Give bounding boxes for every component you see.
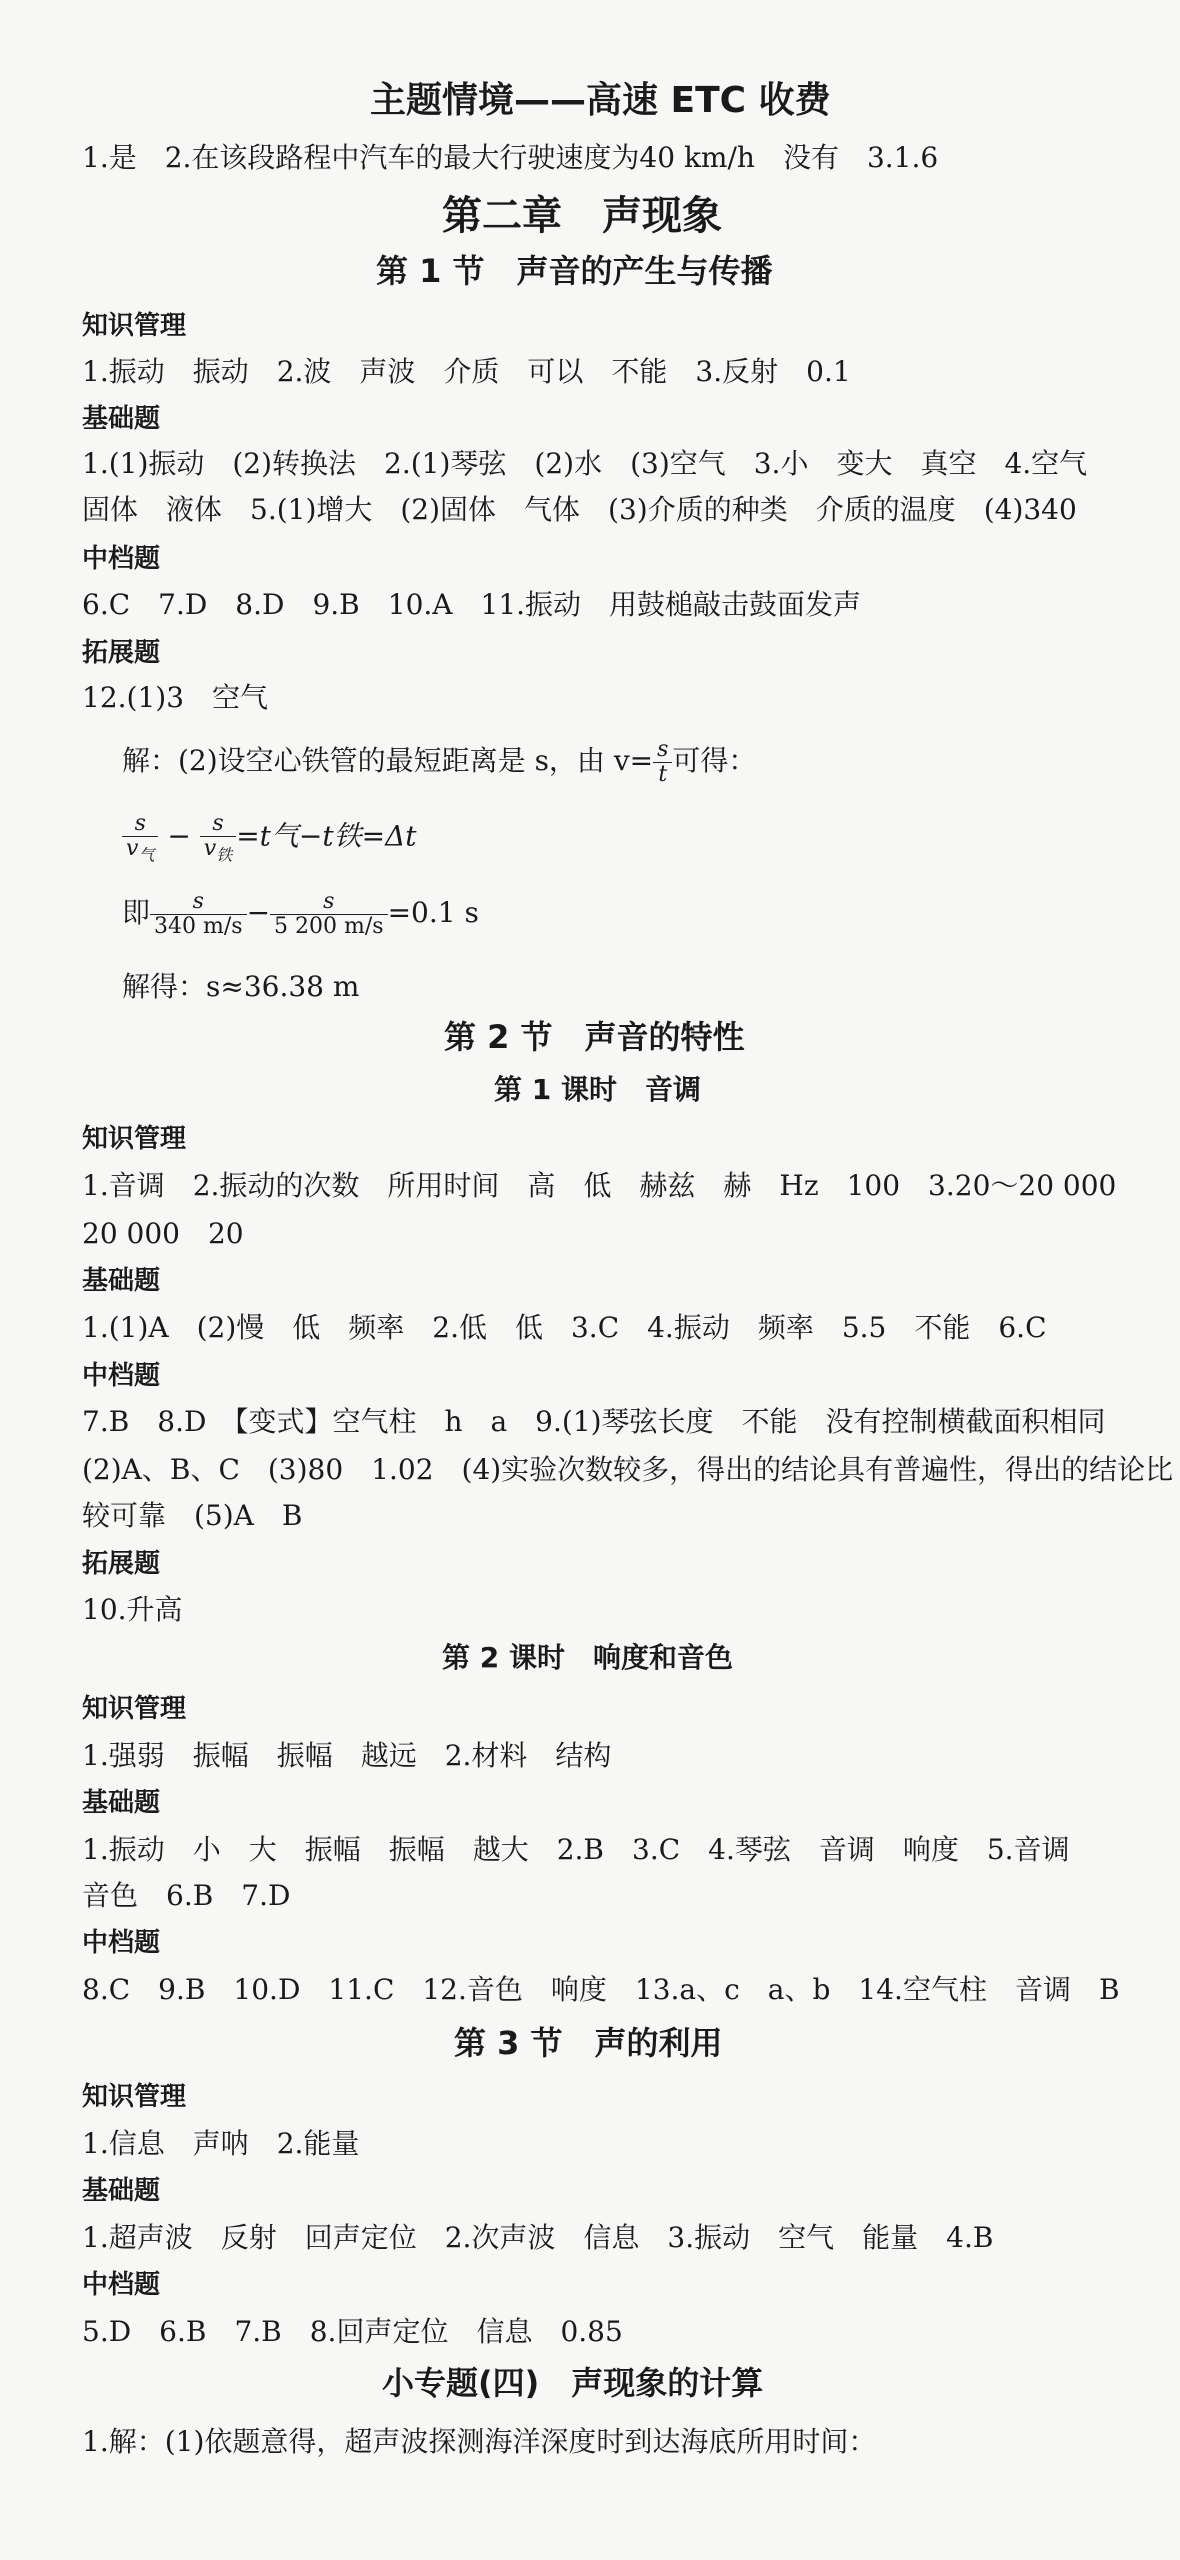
answer-line: 12.(1)3 空气 <box>82 681 269 714</box>
section-label: 基础题 <box>82 2176 161 2206</box>
section-label: 基础题 <box>82 1266 161 1296</box>
answer-line: 1.(1)振动 (2)转换法 2.(1)琴弦 (2)水 (3)空气 3.小 变大 真空 4.空气 <box>82 447 1088 480</box>
answer-line: 1.解：(1)依题意得，超声波探测海洋深度时到达海底所用时间： <box>82 2425 877 2458</box>
equation-line: 即 $\frac{s}{340 m/s}$ − $\frac{s}{5 200 m/s}$ =0.1 s <box>122 889 479 940</box>
section-title: 第 1 节 声音的产生与传播 <box>376 252 773 290</box>
section-label: 知识管理 <box>82 311 187 341</box>
answer-line: 1.强弱 振幅 振幅 越远 2.材料 结构 <box>82 1739 612 1772</box>
fraction: $\frac{s}{v_铁}$ <box>200 812 236 864</box>
section-label: 知识管理 <box>82 1124 187 1154</box>
answer-line: 1.信息 声呐 2.能量 <box>82 2127 360 2160</box>
section-title: 第 3 节 声的利用 <box>454 2024 723 2062</box>
answer-line: 较可靠 (5)A B <box>82 1499 303 1532</box>
solution-line: 解：(2)设空心铁管的最短距离是 s，由 v= $\frac{s}{t}$ 可得： <box>122 737 757 788</box>
answer-line: 20 000 20 <box>82 1217 244 1250</box>
section-label: 知识管理 <box>82 1694 187 1724</box>
answer-line: 1.(1)A (2)慢 低 频率 2.低 低 3.C 4.振动 频率 5.5 不能 6.C <box>82 1311 1047 1344</box>
section-label: 基础题 <box>82 1788 161 1818</box>
answer-line: 5.D 6.B 7.B 8.回声定位 信息 0.85 <box>82 2315 623 2348</box>
answer-line: 1.是 2.在该段路程中汽车的最大行驶速度为40 km/h 没有 3.1.6 <box>82 141 939 174</box>
section-label: 基础题 <box>82 404 161 434</box>
chapter-title: 第二章 声现象 <box>442 193 722 239</box>
answer-line: 10.升高 <box>82 1593 183 1626</box>
special-topic-title: 小专题(四) 声现象的计算 <box>382 2364 764 2402</box>
lesson-title: 第 2 课时 响度和音色 <box>442 1641 733 1674</box>
lesson-title: 第 1 课时 音调 <box>494 1073 701 1106</box>
section-label: 中档题 <box>82 1928 161 1958</box>
section-label: 中档题 <box>82 2270 161 2300</box>
fraction: $\frac{s}{t}$ <box>653 738 672 787</box>
section-label: 拓展题 <box>82 638 161 668</box>
answer-line: 1.音调 2.振动的次数 所用时间 高 低 赫兹 赫 Hz 100 3.20～20 000 <box>82 1169 1117 1202</box>
answer-line: 音色 6.B 7.D <box>82 1879 291 1912</box>
answer-line: 7.B 8.D 【变式】空气柱 h a 9.(1)琴弦长度 不能 没有控制横截面积相同 <box>82 1405 1106 1438</box>
section-label: 拓展题 <box>82 1549 161 1579</box>
fraction: $\frac{s}{5 200 m/s}$ <box>270 890 388 939</box>
answer-line: 6.C 7.D 8.D 9.B 10.A 11.振动 用鼓槌敲击鼓面发声 <box>82 588 862 621</box>
answer-line: 1.振动 小 大 振幅 振幅 越大 2.B 3.C 4.琴弦 音调 响度 5.音调 <box>82 1833 1070 1866</box>
answer-line: (2)A、B、C (3)80 1.02 (4)实验次数较多，得出的结论具有普遍性，得出的结论比 <box>82 1453 1174 1486</box>
section-label: 中档题 <box>82 1361 161 1391</box>
answer-line: 固体 液体 5.(1)增大 (2)固体 气体 (3)介质的种类 介质的温度 (4)340 <box>82 493 1077 526</box>
fraction: $\frac{s}{v_气}$ <box>122 812 158 864</box>
section-label: 中档题 <box>82 544 161 574</box>
answer-line: 1.超声波 反射 回声定位 2.次声波 信息 3.振动 空气 能量 4.B <box>82 2221 994 2254</box>
section-title: 第 2 节 声音的特性 <box>444 1018 745 1056</box>
answer-line: 8.C 9.B 10.D 11.C 12.音色 响度 13.a、c a、b 14.空气柱 音调 B <box>82 1973 1120 2006</box>
answer-line: 1.振动 振动 2.波 声波 介质 可以 不能 3.反射 0.1 <box>82 355 851 388</box>
solution-line: 解得：s≈36.38 m <box>122 970 360 1003</box>
fraction: $\frac{s}{340 m/s}$ <box>150 890 247 939</box>
equation-line: $\frac{s}{v_气}$ − $\frac{s}{v_铁}$ =t气−t铁=Δt <box>122 812 417 864</box>
section-label: 知识管理 <box>82 2082 187 2112</box>
topic-title: 主题情境——高速 ETC 收费 <box>370 80 831 121</box>
